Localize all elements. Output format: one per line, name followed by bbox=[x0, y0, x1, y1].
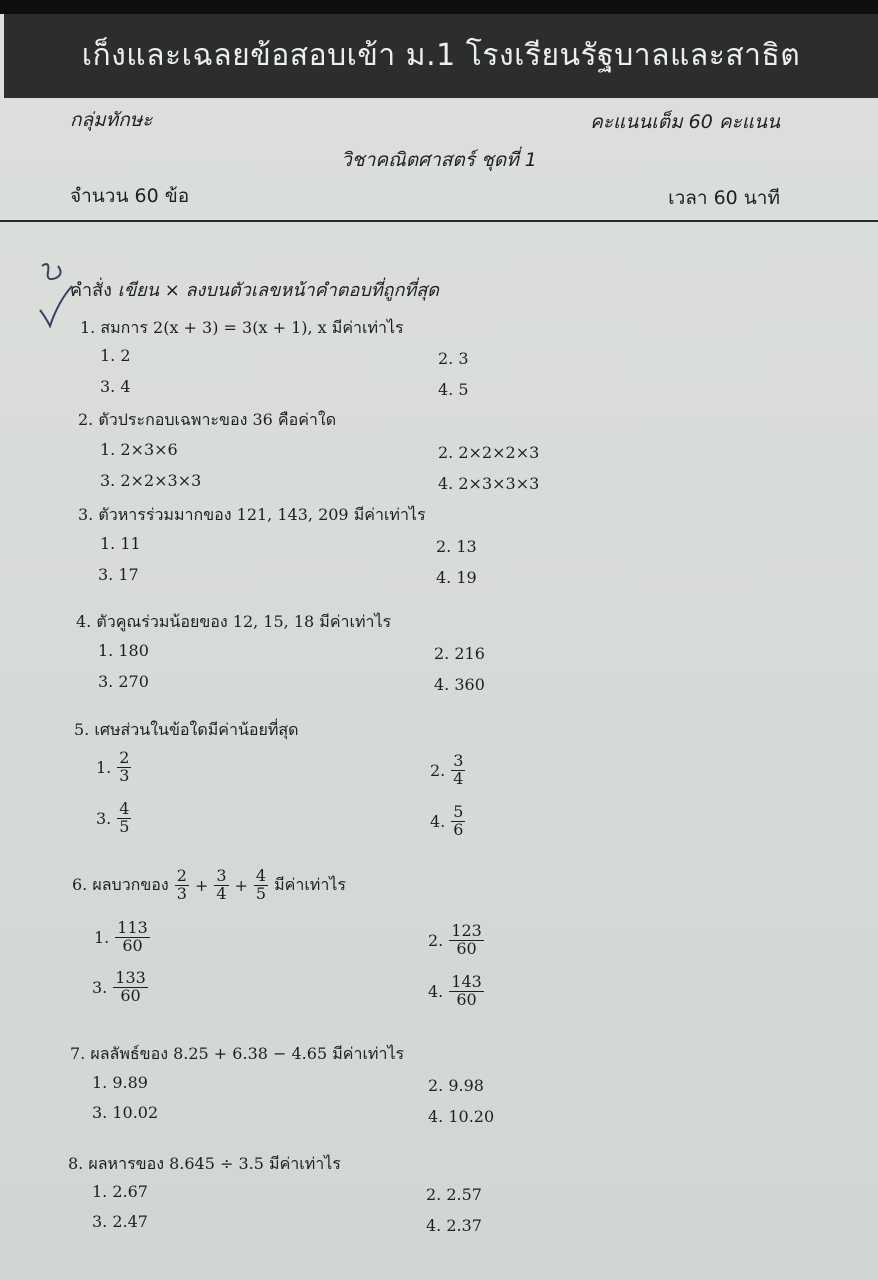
q3-choice-3[interactable]: 3. 17 bbox=[98, 565, 139, 584]
plus-sign: + bbox=[194, 875, 209, 895]
q3-choice-1[interactable]: 1. 11 bbox=[100, 534, 141, 553]
fraction bbox=[451, 753, 465, 788]
q6-choice-2[interactable] bbox=[428, 923, 486, 958]
q6-choice-1[interactable] bbox=[94, 920, 152, 955]
numerator: 3 bbox=[216, 866, 227, 885]
q1-choice-1[interactable]: 1. 2 bbox=[100, 346, 131, 365]
q4-choice-1[interactable]: 1. 180 bbox=[98, 641, 149, 660]
fraction bbox=[113, 970, 148, 1005]
numerator: 2 bbox=[119, 748, 130, 767]
q1-choice-4[interactable]: 4. 5 bbox=[438, 380, 469, 399]
q7-choice-4[interactable]: 4. 10.20 bbox=[428, 1107, 495, 1126]
fraction bbox=[117, 750, 131, 785]
question-8: 8. ผลหารของ 8.645 ÷ 3.5 มีค่าเท่าไร bbox=[68, 1154, 341, 1173]
q2-choice-3[interactable]: 3. 2×2×3×3 bbox=[100, 471, 202, 490]
question-5: 5. เศษส่วนในข้อใดมีค่าน้อยที่สุด bbox=[74, 720, 299, 739]
fraction bbox=[449, 923, 484, 958]
numerator: 123 bbox=[451, 921, 482, 940]
denominator: 3 bbox=[176, 883, 187, 903]
choice-number: 1. bbox=[94, 927, 110, 947]
question-7: 7. ผลลัพธ์ของ 8.25 + 6.38 − 4.65 มีค่าเท่าไร bbox=[70, 1044, 405, 1063]
q7-choice-2[interactable]: 2. 9.98 bbox=[428, 1076, 484, 1095]
header-divider bbox=[0, 220, 878, 222]
top-dark-edge bbox=[0, 0, 878, 14]
choice-number: 3. bbox=[96, 808, 112, 828]
q7-choice-1[interactable]: 1. 9.89 bbox=[92, 1073, 148, 1092]
choice-number: 1. bbox=[96, 757, 112, 777]
denominator: 5 bbox=[119, 816, 130, 836]
fraction bbox=[451, 804, 465, 839]
denominator: 4 bbox=[216, 883, 227, 903]
question-1: 1. สมการ 2(x + 3) = 3(x + 1), x มีค่าเท่าไร bbox=[80, 318, 404, 337]
q4-choice-4[interactable]: 4. 360 bbox=[434, 675, 485, 694]
q8-choice-4[interactable]: 4. 2.37 bbox=[426, 1216, 482, 1235]
banner-title: เก็งและเฉลยข้อสอบเข้า ม.1 โรงเรียนรัฐบาลและสาธิต bbox=[4, 14, 878, 98]
q5-choice-4[interactable] bbox=[430, 804, 467, 839]
q4-choice-3[interactable]: 3. 270 bbox=[98, 672, 149, 691]
instruction bbox=[70, 275, 439, 304]
q2-choice-1[interactable]: 1. 2×3×6 bbox=[100, 440, 178, 459]
fraction bbox=[449, 974, 484, 1009]
question-6 bbox=[72, 868, 346, 903]
time-limit: เวลา 60 นาที bbox=[668, 187, 780, 209]
q3-choice-4[interactable]: 4. 19 bbox=[436, 568, 477, 587]
question-count: จำนวน 60 ข้อ bbox=[70, 185, 190, 207]
denominator: 5 bbox=[255, 883, 267, 903]
numerator: 113 bbox=[117, 918, 148, 937]
subject-label: วิชาคณิตศาสตร์ ชุดที่ 1 bbox=[341, 149, 537, 171]
denominator: 60 bbox=[456, 989, 477, 1009]
numerator: 133 bbox=[115, 968, 146, 987]
q6-choice-4[interactable] bbox=[428, 974, 486, 1009]
q4-choice-2[interactable]: 2. 216 bbox=[434, 644, 485, 663]
full-score-label: คะแนนเต็ม 60 คะแนน bbox=[590, 111, 780, 133]
denominator: 6 bbox=[453, 819, 464, 839]
q5-choice-1[interactable] bbox=[96, 750, 133, 785]
question-3: 3. ตัวหารร่วมมากของ 121, 143, 209 มีค่าเท่าไร bbox=[78, 505, 426, 524]
group-label: กลุ่มทักษะ bbox=[70, 109, 153, 131]
plus-sign: + bbox=[234, 875, 248, 895]
denominator: 60 bbox=[456, 938, 477, 958]
choice-number: 2. bbox=[430, 760, 446, 780]
q8-choice-1[interactable]: 1. 2.67 bbox=[92, 1182, 148, 1201]
q6-choice-3[interactable] bbox=[92, 970, 150, 1005]
q6-suffix: มีค่าเท่าไร bbox=[274, 874, 346, 894]
denominator: 4 bbox=[453, 768, 464, 788]
numerator: 4 bbox=[255, 866, 267, 885]
q5-choice-2[interactable] bbox=[430, 753, 467, 788]
choice-number: 2. bbox=[428, 930, 444, 950]
denominator: 3 bbox=[119, 765, 130, 785]
q7-choice-3[interactable]: 3. 10.02 bbox=[92, 1103, 159, 1122]
choice-number: 4. bbox=[430, 811, 446, 831]
choice-number: 3. bbox=[92, 977, 108, 997]
q5-choice-3[interactable] bbox=[96, 801, 133, 836]
q3-choice-2[interactable]: 2. 13 bbox=[436, 537, 477, 556]
q8-choice-3[interactable]: 3. 2.47 bbox=[92, 1212, 148, 1231]
fraction bbox=[175, 868, 189, 903]
choice-number: 4. bbox=[428, 981, 444, 1001]
fraction bbox=[115, 920, 150, 955]
fraction bbox=[214, 868, 228, 903]
numerator: 2 bbox=[176, 866, 187, 885]
fraction bbox=[254, 868, 268, 903]
q8-choice-2[interactable]: 2. 2.57 bbox=[426, 1185, 482, 1204]
instruction-lead: คำสั่ง bbox=[70, 280, 112, 301]
numerator: 5 bbox=[453, 802, 464, 821]
numerator: 3 bbox=[453, 751, 464, 770]
instruction-text: เขียน × ลงบนตัวเลขหน้าคำตอบที่ถูกที่สุด bbox=[117, 280, 439, 301]
question-4: 4. ตัวคูณร่วมน้อยของ 12, 15, 18 มีค่าเท่าไร bbox=[76, 612, 392, 631]
q6-prefix: 6. ผลบวกของ bbox=[72, 874, 169, 894]
q2-choice-2[interactable]: 2. 2×2×2×3 bbox=[438, 443, 540, 462]
q1-choice-2[interactable]: 2. 3 bbox=[438, 349, 469, 368]
denominator: 60 bbox=[120, 985, 141, 1005]
question-2: 2. ตัวประกอบเฉพาะของ 36 คือค่าใด bbox=[78, 410, 337, 429]
denominator: 60 bbox=[122, 935, 143, 955]
numerator: 4 bbox=[119, 799, 130, 818]
q1-choice-3[interactable]: 3. 4 bbox=[100, 377, 131, 396]
fraction bbox=[117, 801, 131, 836]
q2-choice-4[interactable]: 4. 2×3×3×3 bbox=[438, 474, 540, 493]
numerator: 143 bbox=[451, 972, 482, 991]
